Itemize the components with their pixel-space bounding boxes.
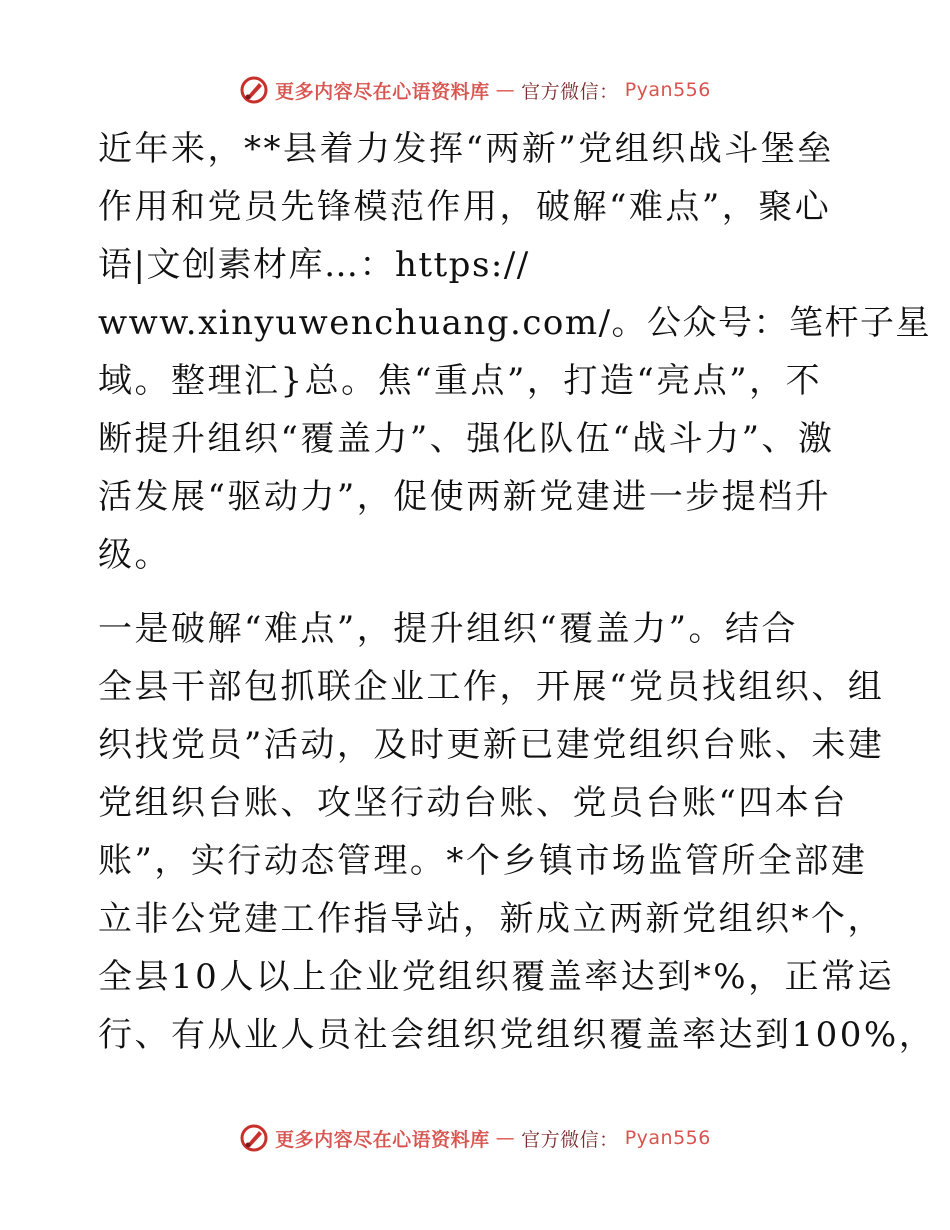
watermark-footer [0,1118,950,1158]
text-line: 一是破解“难点”，提升组织“覆盖力”。结合 [98,609,799,649]
watermark-wechat-id: Pyan556 [624,1127,711,1149]
text-line: 立非公党建工作指导站，新成立两新党组织*个， [98,899,884,939]
text-line: 织找党员”活动，及时更新已建党组织台账、未建 [98,725,885,765]
text-line: 级。 [98,535,171,575]
document-body [98,120,936,1064]
watermark-main-text: 更多内容尽在心语资料库 [275,1128,490,1151]
text-line: 语|文创素材库…：https:// [98,245,530,285]
brush-pen-logo-icon [239,75,269,105]
text-line: 全县10人以上企业党组织覆盖率达到*%，正常运 [98,957,895,997]
watermark-sub-text: 官方微信： [521,80,619,103]
paragraph-1 [98,120,932,584]
paragraph-spacer [98,584,858,600]
text-line: 行、有从业人员社会组织党组织覆盖率达到100%， [98,1015,936,1055]
text-line: 近年来，**县着力发挥“两新”党组织战斗堡垒 [98,129,834,169]
watermark-sub-text: 官方微信： [521,1128,619,1151]
text-line: 活发展“驱动力”，促使两新党建进一步提档升 [98,477,832,517]
text-line: 断提升组织“覆盖力”、强化队伍“战斗力”、激 [98,419,835,459]
text-line: 域。整理汇}总。焦“重点”，打造“亮点”，不 [98,361,823,401]
watermark-separator: — [495,1127,516,1149]
watermark-wechat-id: Pyan556 [624,79,711,101]
text-line: 作用和党员先锋模范作用，破解“难点”，聚心 [98,187,832,227]
text-line: 账”，实行动态管理。*个乡镇市场监管所全部建 [98,841,868,881]
watermark-header [0,70,950,110]
text-line: 全县干部包抓联企业工作，开展“党员找组织、组 [98,667,885,707]
brush-pen-logo-icon [239,1123,269,1153]
paragraph-2 [98,600,936,1064]
watermark-separator: — [495,79,516,101]
text-line: www.xinyuwenchuang.com/。公众号：笔杆子星 [98,303,932,343]
watermark-main-text: 更多内容尽在心语资料库 [275,80,490,103]
text-line: 党组织台账、攻坚行动台账、党员台账“四本台 [98,783,848,823]
